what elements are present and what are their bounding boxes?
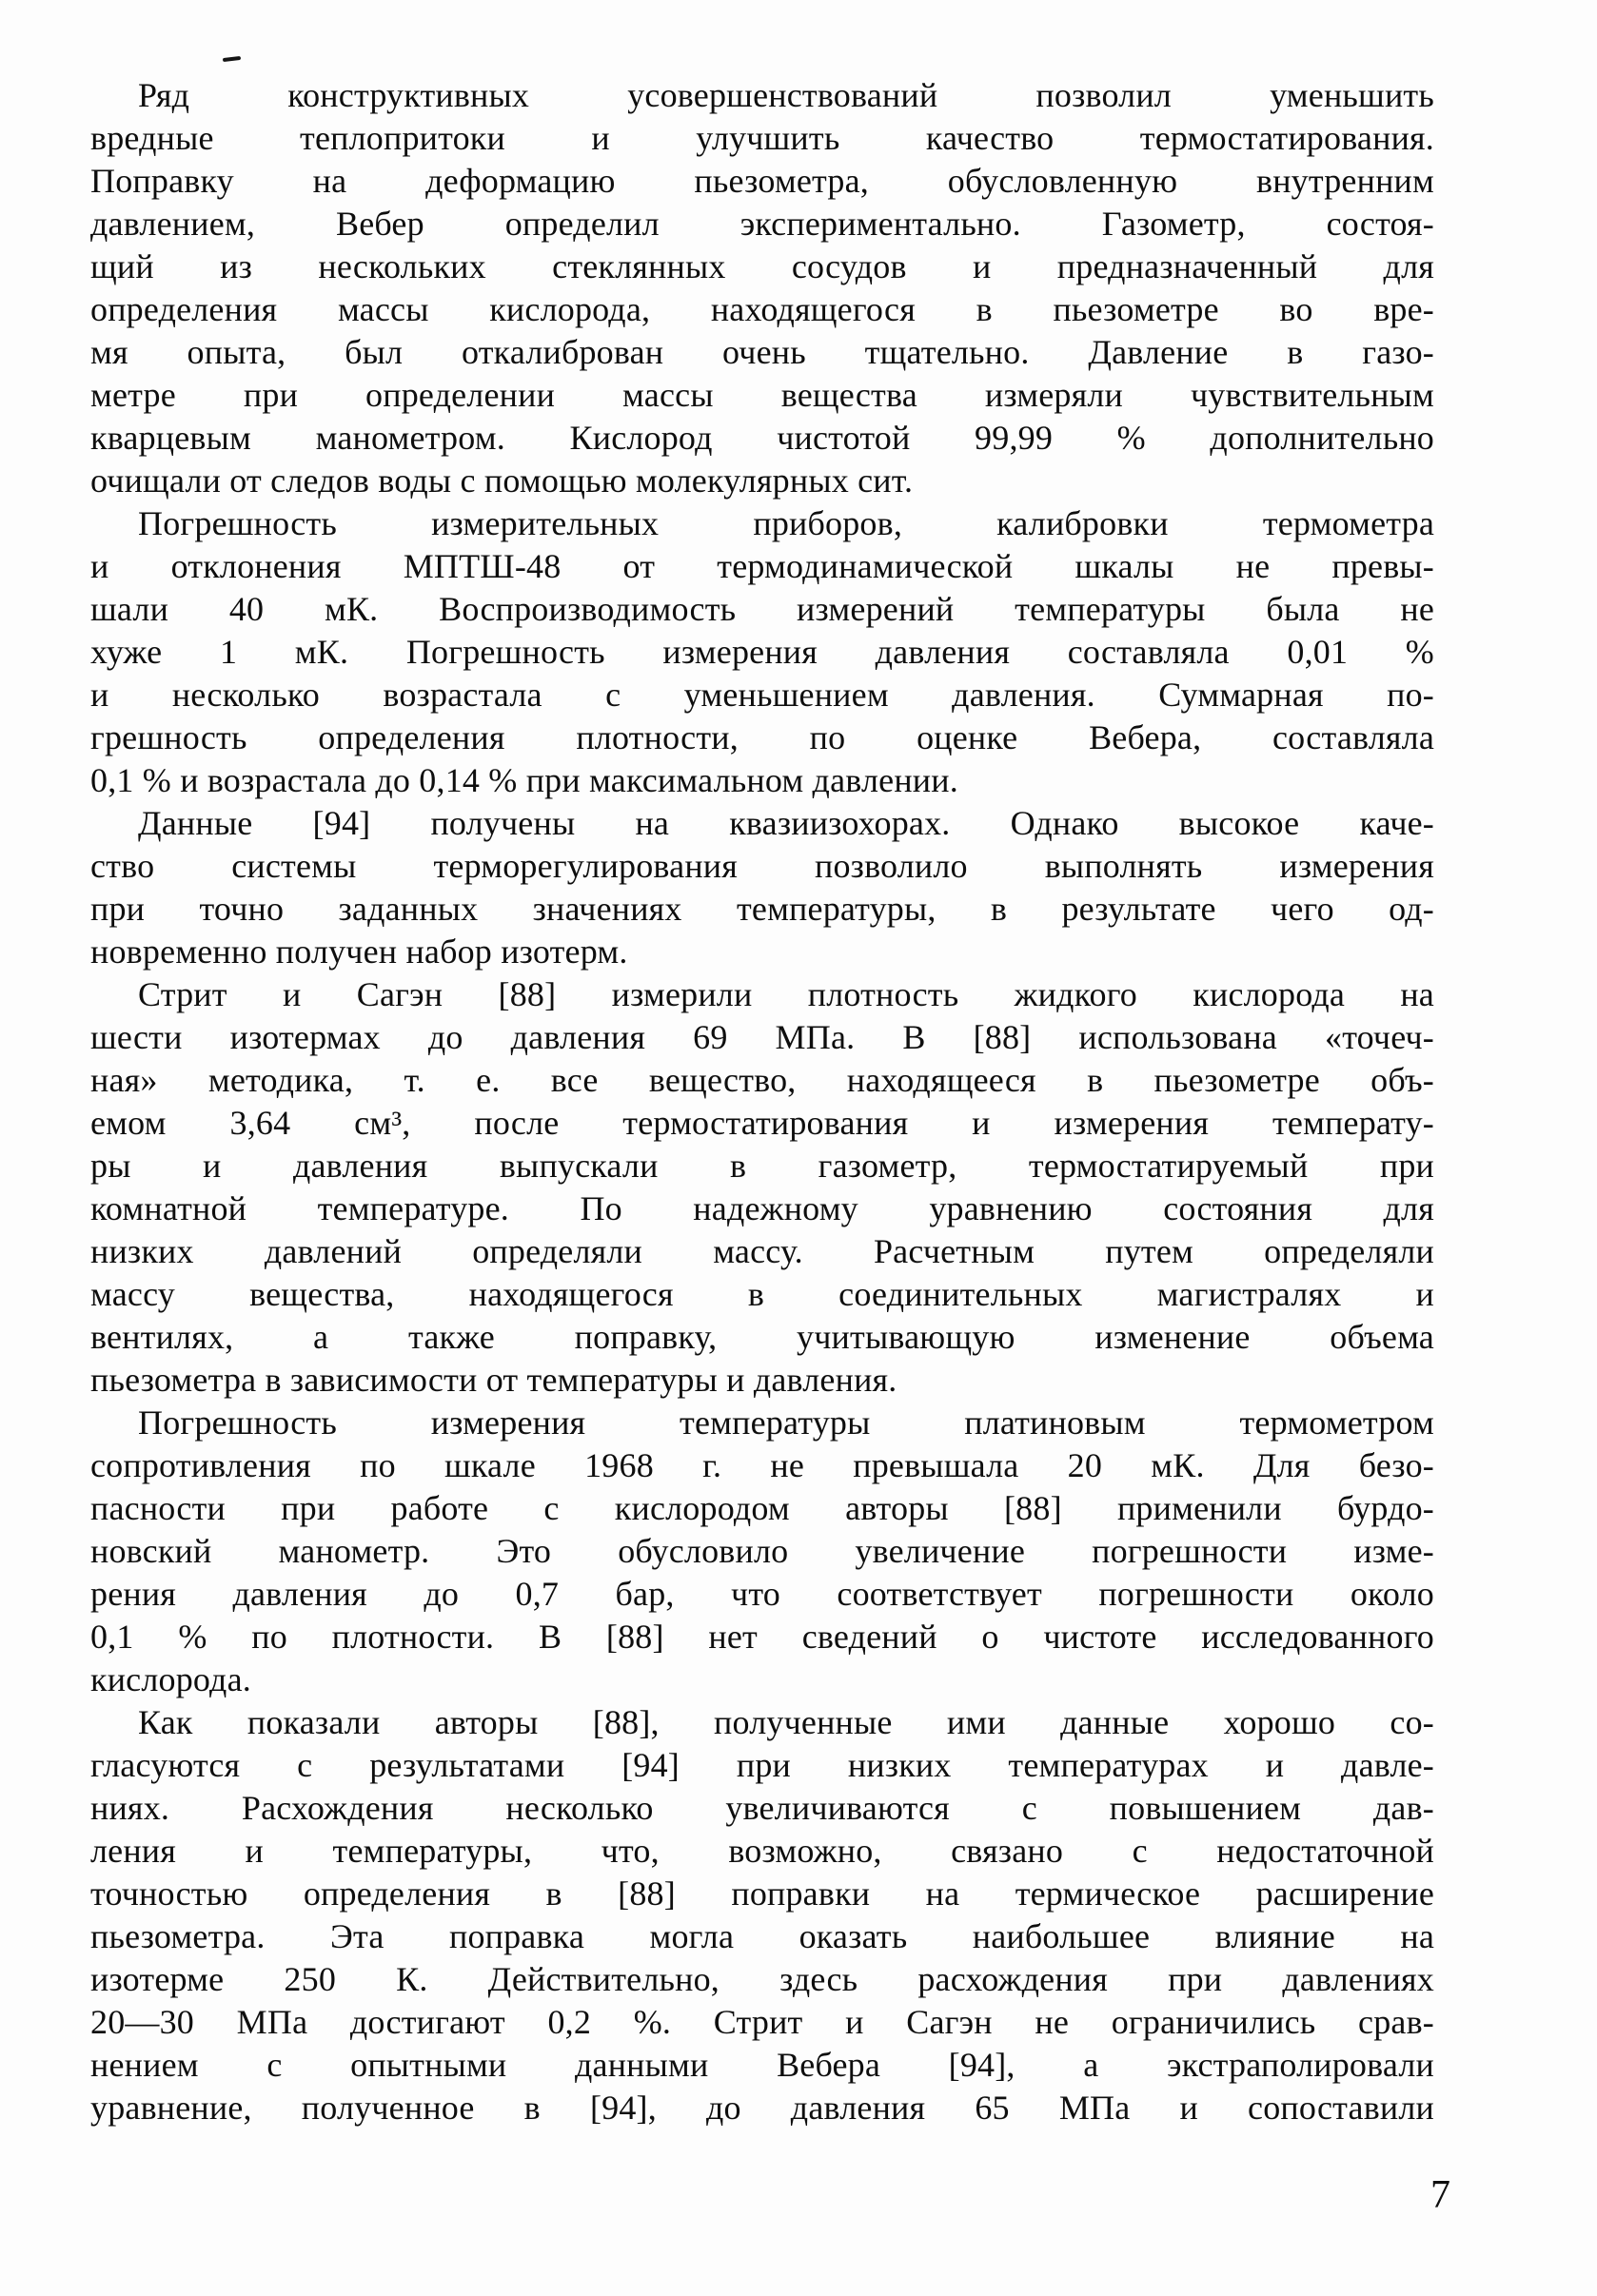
text-line: грешность определения плотности, по оценке Вебера, составляла: [90, 718, 1434, 756]
text-line: определения массы кислорода, находящегося в пьезометре во вре-: [90, 290, 1434, 328]
text-line: кислорода.: [90, 1660, 251, 1698]
text-line: емом 3,64 см³, после термостатирования и измерения температу-: [90, 1104, 1434, 1142]
text-line: ная» методика, т. е. все вещество, находящееся в пьезометре объ-: [90, 1061, 1434, 1099]
text-line: и отклонения МПТШ-48 от термодинамической шкалы не превы-: [90, 547, 1434, 585]
text-line: Стрит и Сагэн [88] измерили плотность жидкого кислорода на: [138, 975, 1434, 1013]
text-line: пьезометра. Эта поправка могла оказать наибольшее влияние на: [90, 1917, 1434, 1955]
text-line: ры и давления выпускали в газометр, термостатируемый при: [90, 1147, 1434, 1185]
text-line: ство системы терморегулирования позволило выполнять измерения: [90, 847, 1434, 885]
text-line: шести изотермах до давления 69 МПа. В [88] использована «точеч-: [90, 1018, 1434, 1056]
text-line: уравнение, полученное в [94], до давления 65 МПа и сопоставили: [90, 2089, 1434, 2127]
text-line: 0,1 % и возрастала до 0,14 % при максимальном давлении.: [90, 761, 958, 799]
text-line: Данные [94] получены на квазиизохорах. Однако высокое каче-: [138, 804, 1434, 842]
text-line: гласуются с результатами [94] при низких температурах и давле-: [90, 1746, 1434, 1784]
text-line: шали 40 мК. Воспроизводимость измерений температуры была не: [90, 590, 1434, 628]
scan-artifact-mark: [223, 56, 241, 62]
text-line: хуже 1 мК. Погрешность измерения давления составляла 0,01 %: [90, 633, 1434, 671]
text-line: очищали от следов воды с помощью молекулярных сит.: [90, 461, 914, 500]
text-line: рения давления до 0,7 бар, что соответствует погрешности около: [90, 1575, 1434, 1613]
text-line: Погрешность измерительных приборов, калибровки термометра: [138, 504, 1434, 542]
text-line: метре при определении массы вещества измеряли чувствительным: [90, 376, 1434, 414]
text-line: и несколько возрастала с уменьшением давления. Суммарная по-: [90, 676, 1434, 714]
text-line: пьезометра в зависимости от температуры и давления.: [90, 1361, 897, 1399]
text-line: вредные теплопритоки и улучшить качество термостатирования.: [90, 119, 1434, 157]
text-line: 0,1 % по плотности. В [88] нет сведений о чистоте исследованного: [90, 1618, 1434, 1656]
text-line: кварцевым манометром. Кислород чистотой 99,99 % дополнительно: [90, 419, 1434, 457]
text-line: ниях. Расхождения несколько увеличиваются с повышением дав-: [90, 1789, 1434, 1827]
text-line: низких давлений определяли массу. Расчетным путем определяли: [90, 1232, 1434, 1270]
page-number: 7: [1430, 2173, 1450, 2217]
text-line: давлением, Вебер определил экспериментально. Газометр, состоя-: [90, 205, 1434, 243]
text-line: массу вещества, находящегося в соединительных магистралях и: [90, 1275, 1434, 1313]
text-line: точностью определения в [88] поправки на термическое расширение: [90, 1874, 1434, 1913]
text-line: Поправку на деформацию пьезометра, обусловленную внутренним: [90, 162, 1434, 200]
text-line: сопротивления по шкале 1968 г. не превышала 20 мК. Для безо-: [90, 1446, 1434, 1484]
text-line: ления и температуры, что, возможно, связано с недостаточной: [90, 1832, 1434, 1870]
text-line: пасности при работе с кислородом авторы [88] применили бурдо-: [90, 1489, 1434, 1527]
text-line: изотерме 250 К. Действительно, здесь расхождения при давлениях: [90, 1960, 1434, 1998]
text-line: новременно получен набор изотерм.: [90, 932, 628, 971]
text-line: Ряд конструктивных усовершенствований позволил уменьшить: [138, 76, 1434, 114]
text-line: щий из нескольких стеклянных сосудов и предназначенный для: [90, 247, 1434, 285]
text-line: комнатной температуре. По надежному уравнению состояния для: [90, 1189, 1434, 1227]
text-line: Как показали авторы [88], полученные ими данные хорошо со-: [138, 1703, 1434, 1741]
text-line: 20—30 МПа достигают 0,2 %. Стрит и Сагэн не ограничились срав-: [90, 2003, 1434, 2041]
text-line: вентилях, а также поправку, учитывающую изменение объема: [90, 1318, 1434, 1356]
body-text: [90, 74, 1434, 2129]
text-line: нением с опытными данными Вебера [94], а экстраполировали: [90, 2046, 1434, 2084]
text-line: при точно заданных значениях температуры, в результате чего од-: [90, 890, 1434, 928]
text-line: новский манометр. Это обусловило увеличение погрешности изме-: [90, 1532, 1434, 1570]
text-line: Погрешность измерения температуры платиновым термометром: [138, 1403, 1434, 1442]
text-line: мя опыта, был откалиброван очень тщательно. Давление в газо-: [90, 333, 1434, 371]
